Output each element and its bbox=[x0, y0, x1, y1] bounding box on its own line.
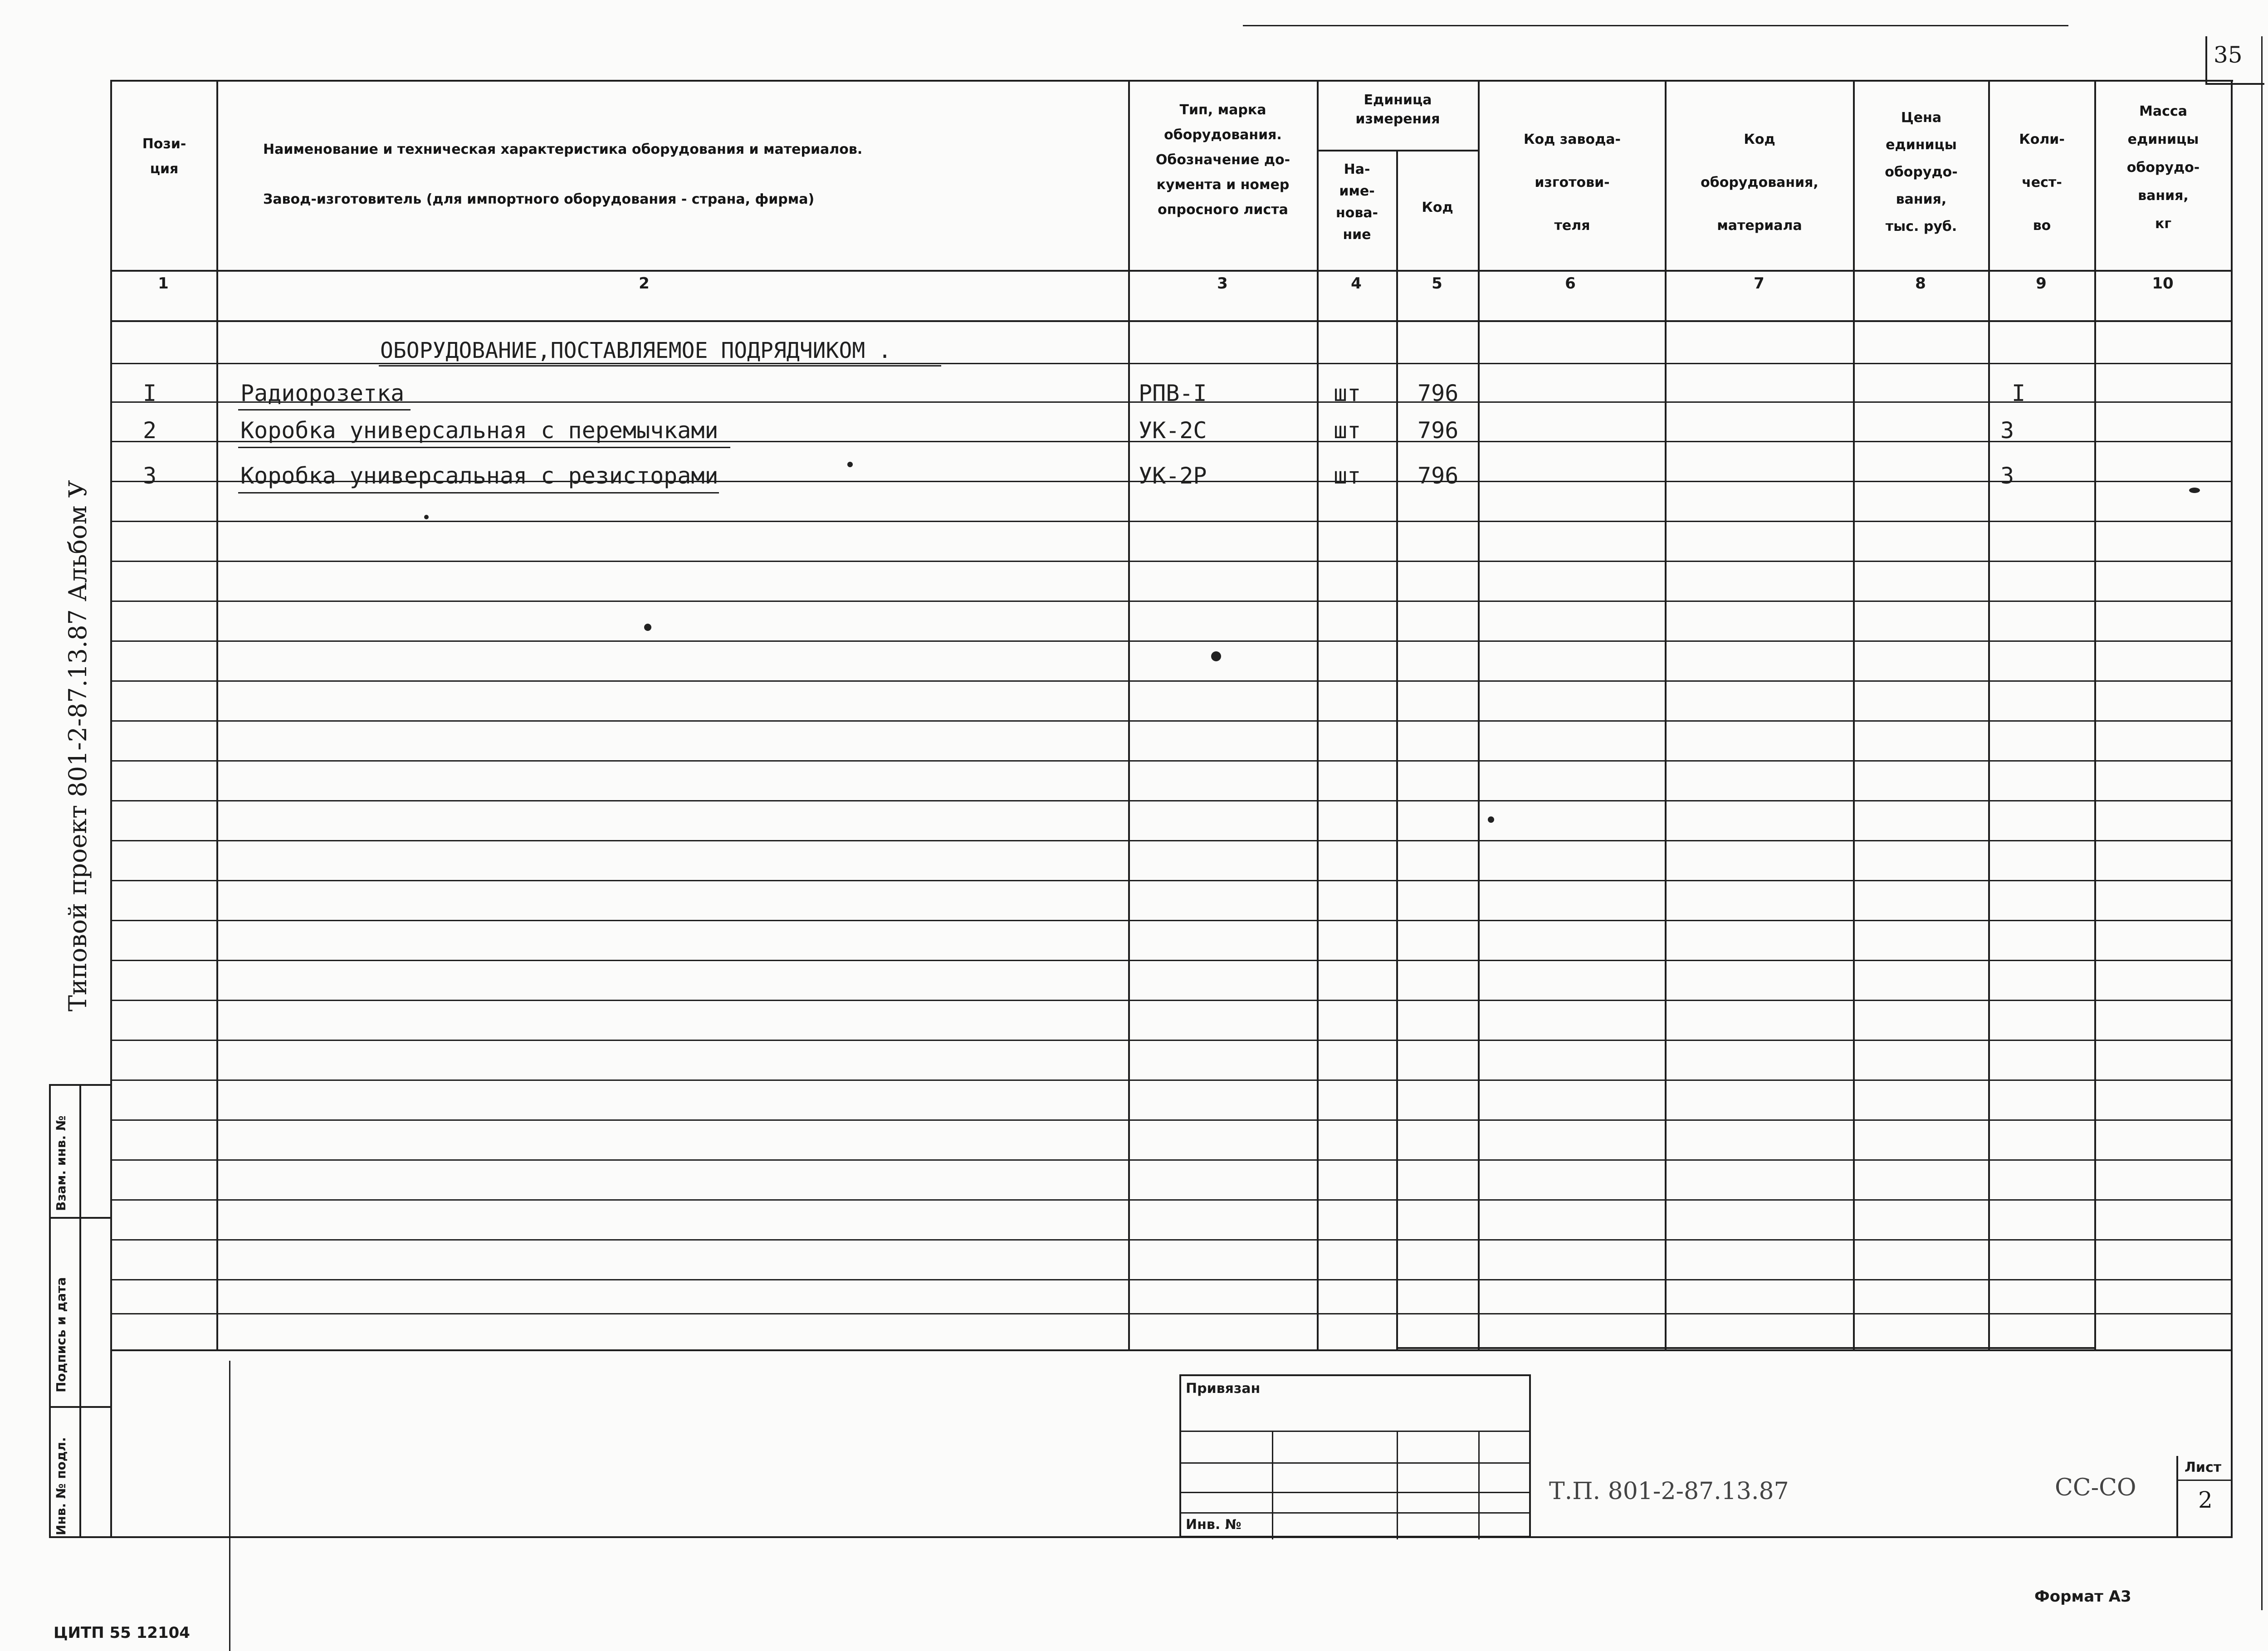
col-number-10: 10 bbox=[2152, 274, 2174, 293]
col-header-unit-code: Код bbox=[1422, 200, 1453, 215]
far-right-margin-line bbox=[2261, 36, 2263, 1610]
row-3-underline bbox=[238, 492, 719, 493]
frame-left bbox=[110, 80, 112, 1538]
row-name: Коробка универсальная с резисторами bbox=[240, 463, 719, 489]
col-header-factory-code: Код завода- изготови- теля bbox=[1524, 132, 1621, 234]
title-doc-code: Т.П. 801-2-87.13.87 bbox=[1549, 1478, 1789, 1505]
row-2-underline bbox=[238, 447, 730, 448]
col-line-4 bbox=[1396, 150, 1398, 1350]
stamp-inv-podl: Инв. № подл. bbox=[54, 1437, 68, 1535]
print-speck bbox=[1211, 651, 1221, 661]
print-speck bbox=[847, 462, 853, 467]
row-quantity: 3 bbox=[2000, 417, 2014, 444]
stamp-divider-2 bbox=[49, 1406, 110, 1408]
sheet-cell bbox=[2176, 1456, 2233, 1538]
format-label: Формат А3 bbox=[2034, 1588, 2131, 1606]
title-mark: СС-СО bbox=[2055, 1474, 2136, 1501]
sheet-label: Лист bbox=[2185, 1460, 2222, 1475]
section-underline bbox=[379, 365, 941, 366]
row-type: УК-2С bbox=[1139, 417, 1207, 444]
table-bottom bbox=[1396, 1347, 2095, 1349]
col-header-equipment-code: Код оборудования, материала bbox=[1701, 132, 1818, 234]
row-quantity: I bbox=[2012, 380, 2026, 406]
col-header-price: Цена единицы оборудо- вания, тыс. руб. bbox=[1885, 110, 1958, 234]
row-unit: шт bbox=[1334, 417, 1361, 444]
frame-bottom bbox=[49, 1536, 2233, 1538]
grid-bottom bbox=[110, 1349, 2233, 1351]
print-speck bbox=[644, 624, 651, 631]
col-number-8: 8 bbox=[1915, 274, 1926, 293]
stamp-top bbox=[49, 1084, 110, 1086]
margin-line bbox=[229, 1361, 230, 1651]
col-header-position: Пози- ция bbox=[142, 136, 186, 177]
stamp-left-edge bbox=[49, 1084, 51, 1538]
sheet-number-frame-left bbox=[2205, 36, 2207, 84]
header-bottom bbox=[110, 270, 2233, 272]
print-speck bbox=[424, 515, 429, 519]
row-unit: шт bbox=[1334, 463, 1361, 489]
row-unit-code: 796 bbox=[1418, 417, 1459, 444]
sheet-value: 2 bbox=[2198, 1487, 2213, 1513]
binding-block bbox=[1179, 1374, 1531, 1538]
row-name: Коробка универсальная с перемычками bbox=[240, 417, 719, 444]
col-number-2: 2 bbox=[639, 274, 650, 293]
col-header-mass: Масса единицы оборудо- вания, кг bbox=[2126, 103, 2200, 232]
printer-code: ЦИТП 55 12104 bbox=[54, 1624, 190, 1642]
stamp-middle-edge bbox=[79, 1084, 81, 1538]
col-number-4: 4 bbox=[1351, 274, 1362, 293]
col-number-7: 7 bbox=[1754, 274, 1765, 293]
row-position: I bbox=[143, 380, 157, 406]
col-number-6: 6 bbox=[1565, 274, 1576, 293]
row-unit: шт bbox=[1334, 380, 1361, 406]
row-1-underline bbox=[238, 409, 411, 410]
frame-top bbox=[110, 80, 2233, 82]
col-header-unit-group: Единица измерения bbox=[1355, 92, 1440, 127]
sheet-number-frame-bottom bbox=[2205, 83, 2264, 85]
stamp-divider-1 bbox=[49, 1217, 110, 1219]
frame-right bbox=[2231, 80, 2233, 1538]
row-unit-code: 796 bbox=[1418, 463, 1459, 489]
sheet-number: 35 bbox=[2214, 42, 2243, 68]
row-position: 3 bbox=[143, 463, 157, 489]
print-speck bbox=[1488, 816, 1494, 823]
section-title: ОБОРУДОВАНИЕ,ПОСТАВЛЯЕМОЕ ПОДРЯДЧИКОМ . bbox=[380, 338, 892, 363]
col-header-name: Наименование и техническая характеристика оборудования и материалов. Завод-изготовитель (для импортного оборудования - страна, фирма) bbox=[263, 142, 863, 207]
stamp-vzam-inv: Взам. инв. № bbox=[54, 1115, 68, 1211]
col-number-1: 1 bbox=[158, 274, 169, 293]
row-type: РПВ-I bbox=[1139, 380, 1207, 406]
col-number-9: 9 bbox=[2036, 274, 2047, 293]
print-speck bbox=[2189, 488, 2200, 493]
stamp-podpis-data: Подпись и дата bbox=[54, 1277, 68, 1392]
col-header-type: Тип, марка оборудования. Обозначение до- кумента и номер опросного листа bbox=[1155, 102, 1290, 218]
binding-inv-label: Инв. № bbox=[1186, 1517, 1242, 1533]
project-side-title: Типовой проект 801-2-87.13.87 Альбом У bbox=[64, 480, 92, 1011]
top-rule bbox=[1243, 25, 2068, 26]
row-name: Радиорозетка bbox=[240, 380, 405, 406]
col-number-5: 5 bbox=[1432, 274, 1442, 293]
col-number-3: 3 bbox=[1217, 274, 1228, 293]
numbers-bottom bbox=[110, 320, 2233, 322]
row-position: 2 bbox=[143, 417, 157, 444]
col-header-quantity: Коли- чест- во bbox=[2019, 132, 2065, 234]
row-unit-code: 796 bbox=[1418, 380, 1459, 406]
col-header-unit-name: На- име- нова- ние bbox=[1335, 161, 1378, 243]
row-quantity: 3 bbox=[2000, 463, 2014, 489]
row-type: УК-2Р bbox=[1139, 463, 1207, 489]
binding-label: Привязан bbox=[1186, 1381, 1261, 1397]
